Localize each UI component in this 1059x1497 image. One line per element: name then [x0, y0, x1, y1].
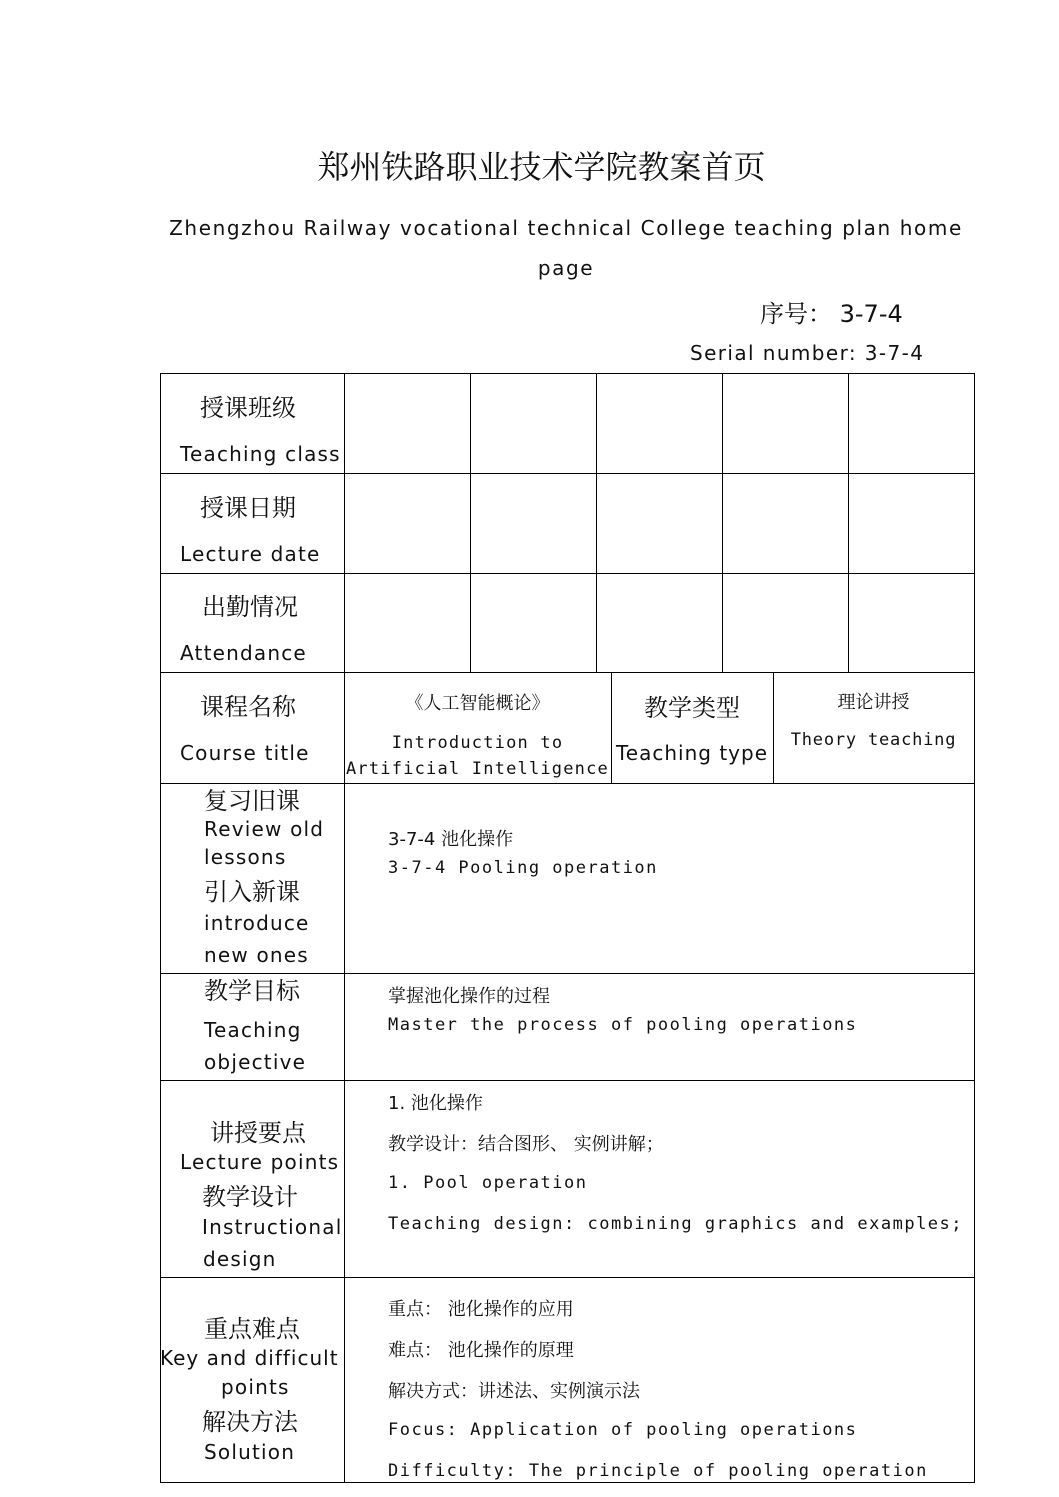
page-title: 郑州铁路职业技术学院教案首页 [317, 148, 766, 186]
serial-number-en: Serial number: 3-7-4 [690, 341, 925, 365]
key-points-line1: 重点： 池化操作的应用 [388, 1299, 574, 1320]
solution-label-en: Solution [204, 1440, 296, 1464]
lecture-points-label-zh: 讲授要点 [210, 1119, 306, 1147]
course-title-label-en: Course title [180, 741, 310, 765]
teaching-class-label-en: Teaching class [180, 442, 341, 466]
review-label-en-line1: Review old [204, 817, 325, 841]
serial-number-zh: 序号： 3-7-4 [760, 300, 903, 328]
lecture-points-label-en: Lecture points [180, 1150, 340, 1174]
instructional-design-label-zh: 教学设计 [202, 1183, 298, 1211]
objective-label-en-line2: objective [204, 1050, 307, 1074]
key-points-line2: 难点： 池化操作的原理 [388, 1340, 574, 1361]
objective-content-zh: 掌握池化操作的过程 [388, 986, 550, 1007]
lecture-points-line4: Teaching design: combining graphics and examples; [388, 1214, 964, 1234]
course-title-label-zh: 课程名称 [200, 693, 296, 721]
introduce-label-en-line2: new ones [204, 943, 309, 967]
attendance-label-en: Attendance [180, 641, 307, 665]
introduce-label-en-line1: introduce [204, 911, 310, 935]
teaching-class-label-zh: 授课班级 [200, 394, 296, 422]
teaching-type-label-en: Teaching type [615, 741, 768, 765]
course-name-zh: 《人工智能概论》 [405, 693, 550, 714]
instructional-design-label-en-line1: Instructional [202, 1215, 343, 1239]
lecture-points-line2: 教学设计：结合图形、 实例讲解； [388, 1134, 664, 1155]
solution-label-zh: 解决方法 [202, 1408, 298, 1436]
teaching-type-en: Theory teaching [790, 730, 957, 750]
course-name-en-line1: Introduction to [391, 733, 564, 753]
page-title-en-line2: page [537, 256, 595, 280]
lecture-date-label-en: Lecture date [180, 542, 321, 566]
objective-label-en-line1: Teaching [204, 1018, 302, 1042]
review-content-zh: 3-7-4 池化操作 [388, 829, 514, 850]
review-label-en-line2: lessons [204, 845, 287, 869]
lecture-date-label-zh: 授课日期 [200, 494, 296, 522]
key-points-line5: Difficulty: The principle of pooling operation [388, 1461, 928, 1481]
lecture-points-line3: 1. Pool operation [388, 1173, 588, 1193]
key-points-label-en-line2: points [221, 1375, 290, 1399]
course-name-en-line2: Artificial Intelligence [345, 759, 609, 779]
objective-content-en: Master the process of pooling operations [388, 1015, 858, 1035]
attendance-label-zh: 出勤情况 [202, 593, 298, 621]
key-points-line3: 解决方式：讲述法、实例演示法 [388, 1381, 640, 1402]
objective-label-zh: 教学目标 [204, 977, 300, 1005]
key-points-label-en-line1: Key and difficult [160, 1346, 339, 1370]
review-label-zh: 复习旧课 [204, 787, 300, 815]
lecture-points-line1: 1. 池化操作 [388, 1093, 483, 1114]
teaching-type-label-zh: 教学类型 [644, 694, 740, 722]
introduce-label-zh: 引入新课 [204, 878, 300, 906]
instructional-design-label-en-line2: design [203, 1247, 277, 1271]
key-points-line4: Focus: Application of pooling operations [388, 1420, 858, 1440]
page-title-en-line1: Zhengzhou Railway vocational technical College teaching plan home [169, 216, 963, 240]
teaching-type-zh: 理论讲授 [837, 692, 910, 713]
key-points-label-zh: 重点难点 [204, 1315, 300, 1343]
review-content-en: 3-7-4 Pooling operation [388, 858, 658, 878]
